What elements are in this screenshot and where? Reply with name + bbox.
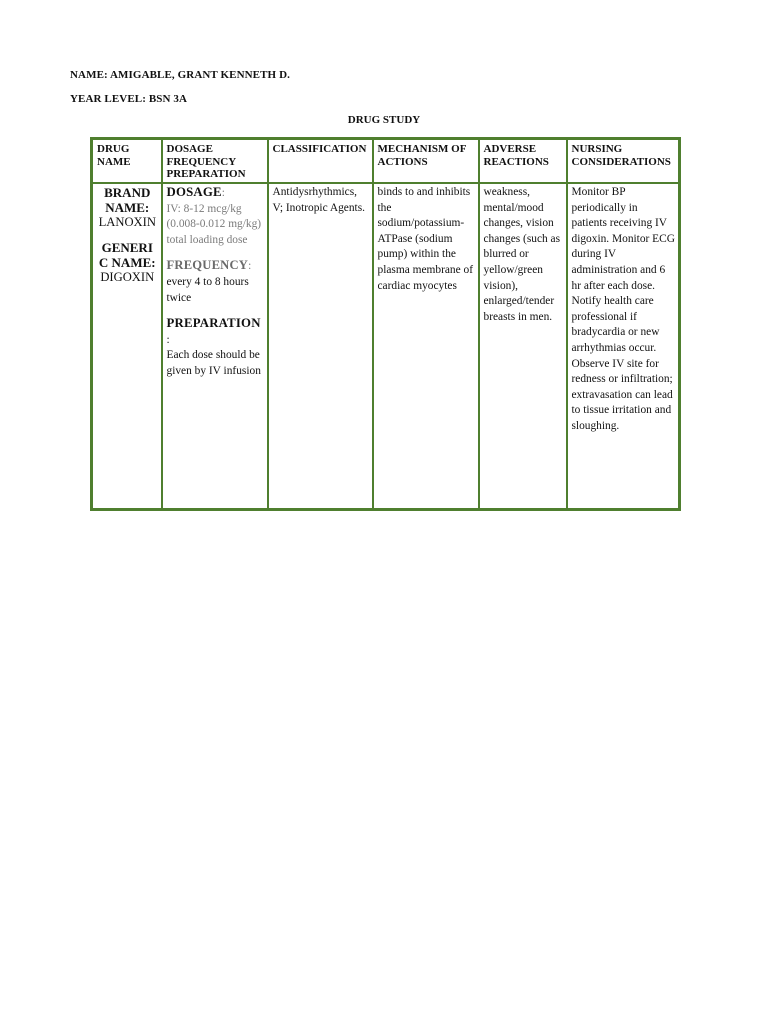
year-level: YEAR LEVEL: BSN 3A — [70, 93, 188, 105]
nursing-considerations-cell: Monitor BP periodically in patients receiving IV digoxin. Monitor ECG during IV administration and 6 hr after each dose. Notify health care professional if bradycardia or new arrhythmias occur. Observe IV site for redness or infiltration; extravasation can lead to tissue irritation and sloughing. — [567, 183, 680, 510]
generic-name-value: DIGOXIN — [100, 270, 155, 284]
drug-study-table — [90, 137, 681, 511]
mechanism-cell: binds to and inhibits the sodium/potassium-ATPase (sodium pump) within the plasma membrane of cardiac myocytes — [373, 183, 479, 510]
brand-name-label: BRAND NAME: — [104, 185, 151, 215]
table-row — [92, 183, 680, 510]
student-name: NAME: AMIGABLE, GRANT KENNETH D. — [70, 69, 290, 81]
classification-cell: Antidysrhythmics, V; Inotropic Agents. — [268, 183, 373, 510]
header-classification: CLASSIFICATION — [268, 139, 373, 184]
header-dosage: DOSAGE FREQUENCY PREPARATION — [162, 139, 268, 184]
drug-name-cell — [92, 183, 162, 510]
frequency-label: FREQUENCY — [166, 258, 249, 273]
dosage-value: IV: 8-12 mcg/kg (0.008-0.012 mg/kg) total loading dose — [166, 202, 262, 246]
header-drug-name: DRUG NAME — [92, 139, 162, 184]
dosage-colon: : — [221, 187, 225, 199]
header-adverse-reactions: ADVERSE REACTIONS — [479, 139, 567, 184]
document-title: DRUG STUDY — [347, 114, 421, 126]
preparation-label: PREPARATION — [166, 316, 261, 331]
dosage-label: DOSAGE — [166, 185, 222, 199]
preparation-value: Each dose should be given by IV infusion — [166, 349, 261, 377]
frequency-value: every 4 to 8 hours twice — [166, 275, 249, 304]
adverse-reactions-cell: weakness, mental/mood changes, vision changes (such as blurred or yellow/green vision), enlarged/tender breasts in men. — [479, 183, 567, 510]
frequency-colon: : — [248, 260, 252, 273]
dosage-cell — [162, 183, 268, 510]
generic-name-label: GENERIC NAME: — [98, 240, 156, 270]
brand-name-value: LANOXIN — [98, 215, 156, 229]
preparation-colon: : — [166, 333, 170, 346]
header-nursing-considerations: NURSING CONSIDERATIONS — [567, 139, 680, 184]
table-header-row — [92, 139, 680, 184]
header-mechanism: MECHANISM OF ACTIONS — [373, 139, 479, 184]
